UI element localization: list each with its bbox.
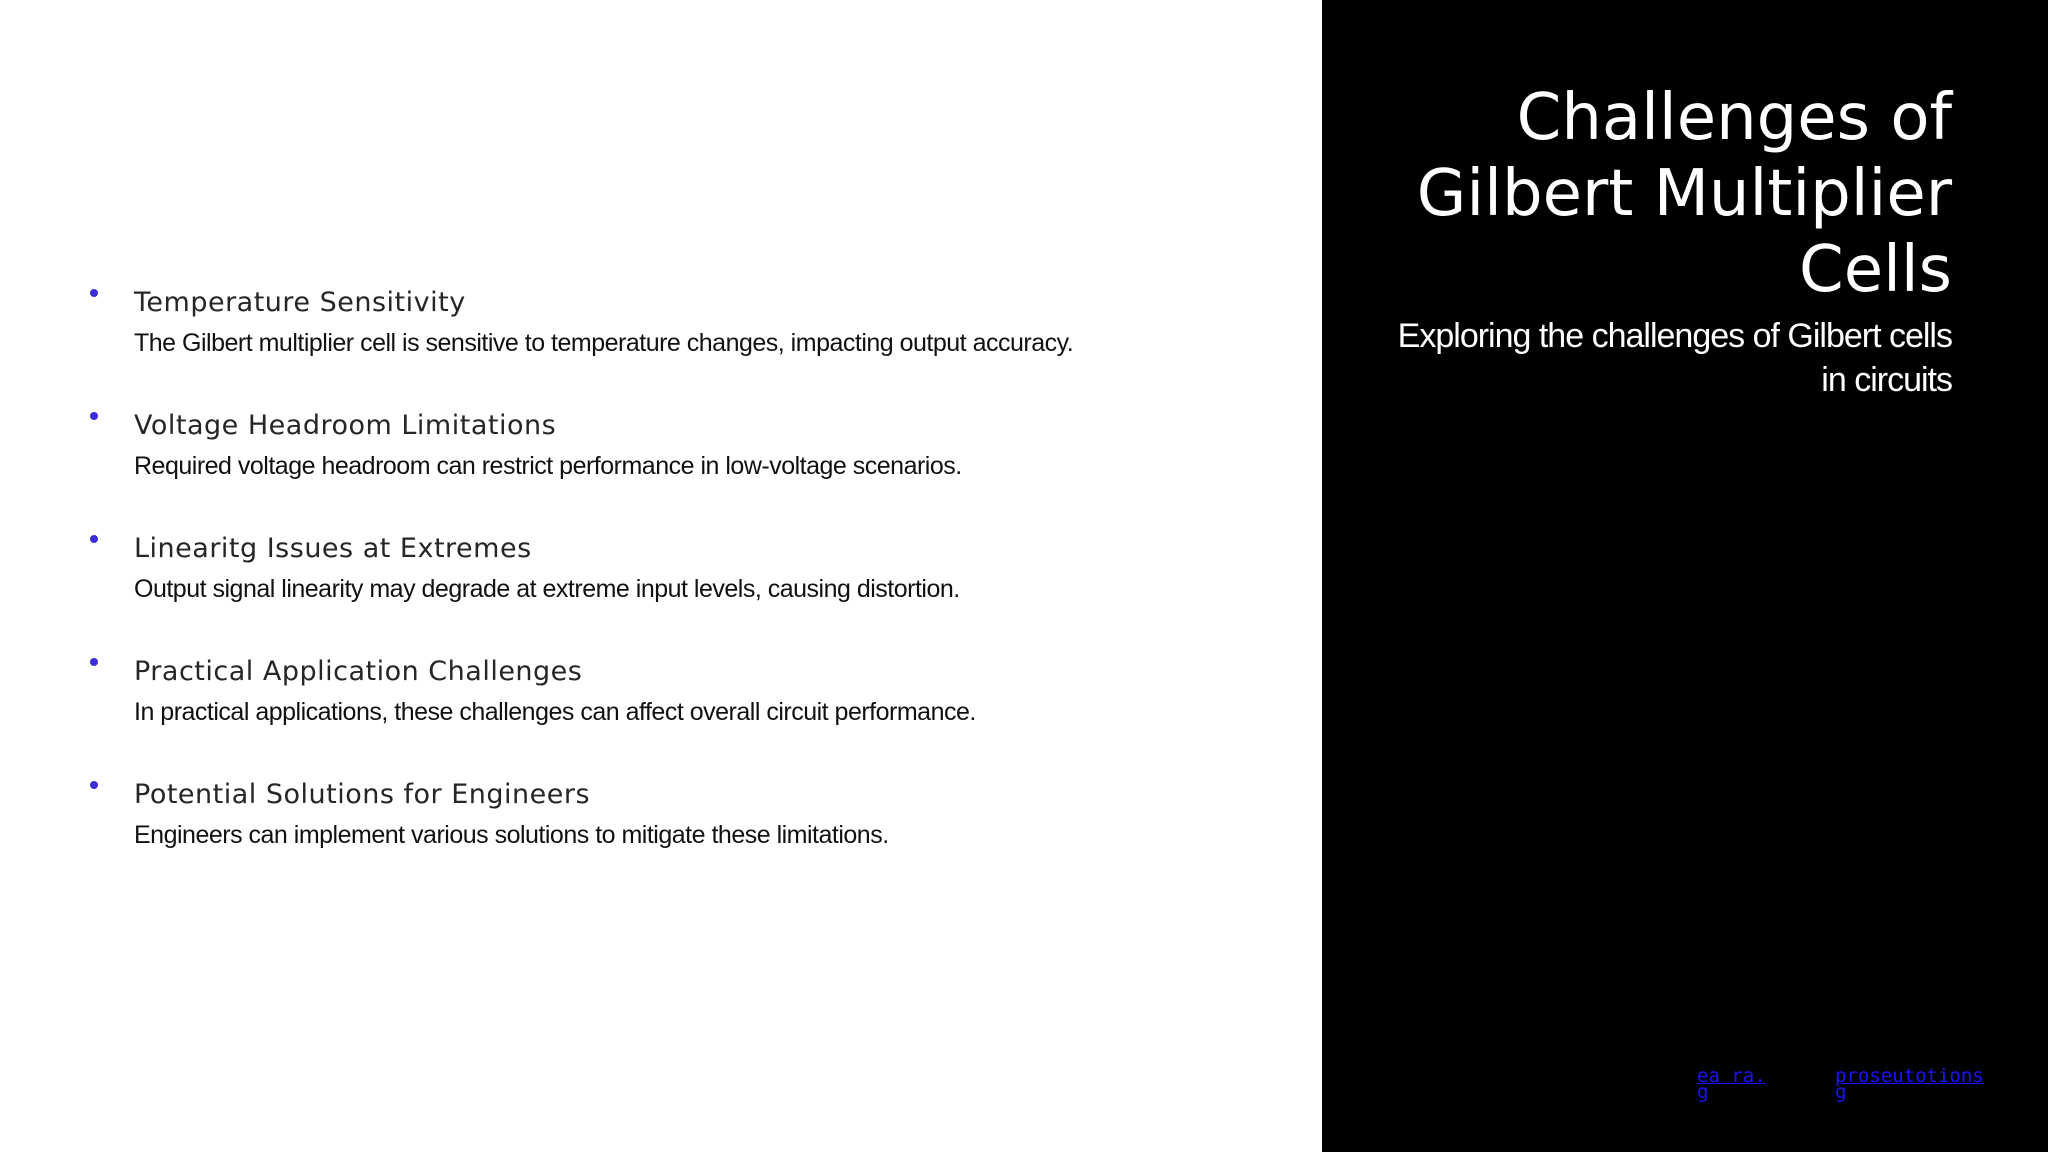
bullet-dot-icon bbox=[90, 781, 98, 789]
bullet-title: Potential Solutions for Engineers bbox=[134, 779, 591, 810]
bullet-dot-icon bbox=[90, 658, 98, 666]
bullet-description: The Gilbert multiplier cell is sensitive to temperature changes, impacting output accuracy. bbox=[134, 329, 1074, 357]
bullet-dot-icon bbox=[90, 412, 98, 420]
slide-subtitle: Exploring the challenges of Gilbert cells in circuits bbox=[1397, 317, 1952, 399]
list-item bbox=[90, 526, 1270, 649]
list-item bbox=[90, 280, 1270, 403]
bullet-title: Practical Application Challenges bbox=[134, 656, 583, 687]
footer-link[interactable]: ea ra. g bbox=[1697, 1065, 1766, 1103]
bullet-list bbox=[90, 280, 1270, 895]
list-item bbox=[90, 403, 1270, 526]
slide-title: Challenges of Gilbert Multiplier Cells bbox=[1416, 81, 1952, 307]
bullet-description: In practical applications, these challenges can affect overall circuit performance. bbox=[134, 698, 976, 726]
bullet-description: Output signal linearity may degrade at extreme input levels, causing distortion. bbox=[134, 575, 960, 603]
list-item bbox=[90, 772, 1270, 895]
bullet-title: Linearitg Issues at Extremes bbox=[134, 533, 532, 564]
bullet-title: Voltage Headroom Limitations bbox=[134, 410, 557, 441]
bullet-description: Engineers can implement various solutions to mitigate these limitations. bbox=[134, 821, 889, 849]
bullet-dot-icon bbox=[90, 289, 98, 297]
bullet-dot-icon bbox=[90, 535, 98, 543]
bullet-title: Temperature Sensitivity bbox=[134, 287, 466, 318]
list-item bbox=[90, 649, 1270, 772]
bullet-description: Required voltage headroom can restrict performance in low-voltage scenarios. bbox=[134, 452, 962, 480]
footer-link[interactable]: proseutotions g bbox=[1835, 1065, 1984, 1103]
